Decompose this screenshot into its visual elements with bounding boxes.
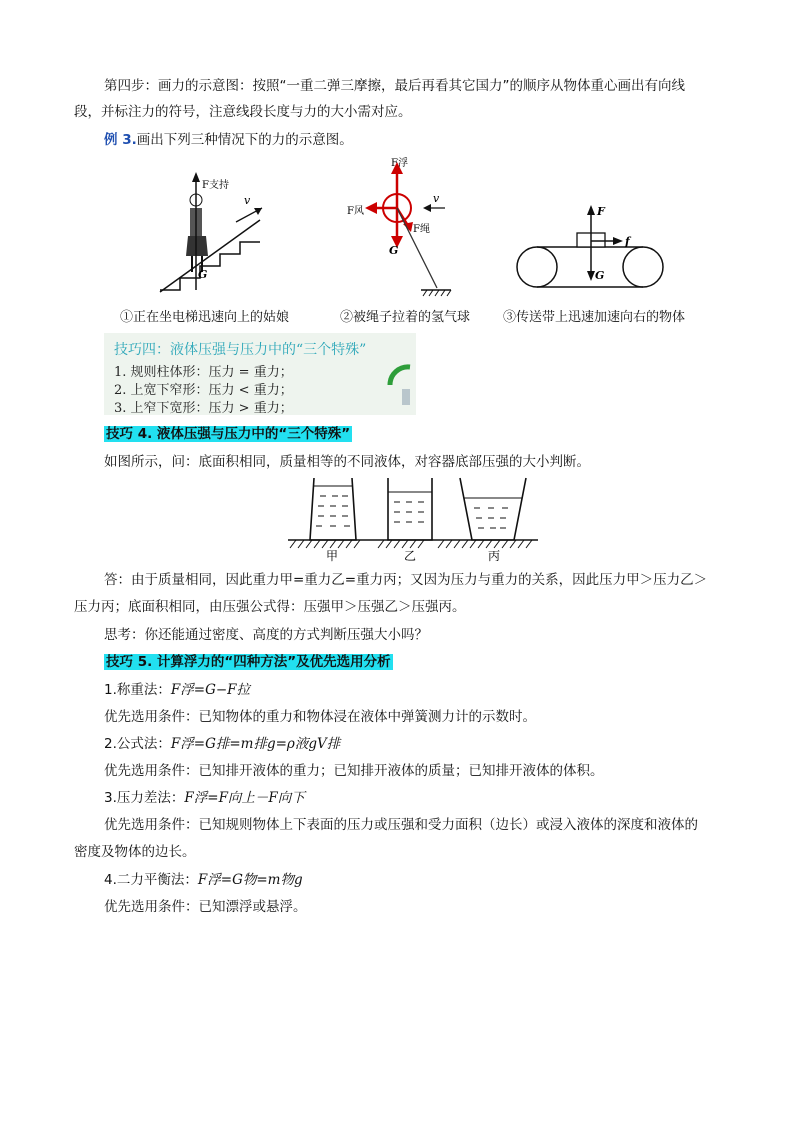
fig2-f-rope: F绳 [413, 224, 430, 235]
fig1-v-label: v [244, 194, 251, 207]
tip4-answer-2: 压力丙；底面积相同，由压强公式得：压强甲＞压强乙＞压强丙。 [74, 599, 466, 615]
method2-condition: 优先选用条件：已知排开液体的重力；已知排开液体的质量；已知排开液体的体积。 [104, 763, 604, 779]
container-label-bing: 丙 [488, 549, 501, 563]
fig2-f-wind: F风 [347, 206, 364, 217]
tip4-heading: 技巧 4. 液体压强与压力中的“三个特殊” [106, 426, 351, 442]
method2-formula: F浮=G排=m排g=ρ液gV排 [170, 736, 341, 752]
method3-condition-1: 优先选用条件：已知规则物体上下表面的压力或压强和受力面积（边长）或浸入液体的深度和液体的 [104, 817, 698, 833]
method4-line [104, 870, 303, 890]
figure-containers [288, 476, 538, 564]
method3-condition-2: 密度及物体的边长。 [74, 844, 196, 860]
tip5-heading-line [104, 652, 393, 672]
fig1-g-label: G [198, 268, 208, 281]
method3-formula: F浮=F向上－F向下 [184, 790, 305, 806]
note-item-3: 3. 上窄下宽形：压力 > 重力； [114, 401, 293, 416]
note-title: 技巧四：液体压强与压力中的“三个特殊” [114, 342, 367, 358]
method4-label: 4.二力平衡法： [104, 872, 198, 888]
fig1-f-label: F支持 [202, 180, 229, 191]
note-decoration-icon [384, 359, 412, 409]
tip4-answer-1: 答：由于质量相同，因此重力甲=重力乙=重力丙；又因为压力与重力的关系，因此压力甲＞压力乙＞ [104, 572, 708, 588]
note-item-1: 1. 规则柱体形：压力 = 重力； [114, 365, 293, 380]
fig3-f-label: F [597, 205, 605, 218]
method1-condition: 优先选用条件：已知物体的重力和物体浸在液体中弹簧测力计的示数时。 [104, 709, 536, 725]
example3-line [104, 130, 353, 150]
method1-formula: F浮=G−F拉 [170, 682, 251, 698]
method2-line [104, 734, 340, 754]
example3-label: 例 3. [104, 132, 137, 148]
method2-label: 2.公式法： [104, 736, 171, 752]
tip5-heading: 技巧 5. 计算浮力的“四种方法”及优先选用分析 [106, 654, 391, 670]
figure-balloon [345, 150, 465, 300]
tip4-think: 思考：你还能通过密度、高度的方式判断压强大小吗？ [104, 627, 428, 643]
method1-line [104, 680, 250, 700]
figure-conveyor [515, 195, 665, 295]
method3-line [104, 788, 305, 808]
method4-formula: F浮=G物=m物g [197, 872, 303, 888]
example3-text: 画出下列三种情况下的力的示意图。 [136, 132, 353, 148]
fig2-g-label: G [389, 244, 399, 257]
fig3-caption: ③传送带上迅速加速向右的物体 [503, 310, 686, 325]
fig3-friction-label: f [625, 235, 630, 248]
container-label-yi: 乙 [404, 549, 417, 563]
method3-label: 3.压力差法： [104, 790, 185, 806]
method1-label: 1.称重法： [104, 682, 171, 698]
step4-line-2: 段，并标注力的符号，注意线段长度与力的大小需对应。 [74, 104, 412, 120]
fig3-g-label: G [595, 269, 605, 282]
fig2-caption: ②被绳子拉着的氢气球 [340, 310, 471, 325]
container-label-jia: 甲 [326, 549, 339, 563]
fig2-f-up: F浮 [391, 158, 408, 169]
tip4-question: 如图所示，问：底面积相同，质量相等的不同液体，对容器底部压强的大小判断。 [104, 454, 590, 470]
tip4-heading-line [104, 424, 352, 444]
fig1-caption: ①正在坐电梯迅速向上的姑娘 [120, 310, 290, 325]
figure-escalator [150, 160, 280, 300]
tip4-note-image [104, 333, 416, 415]
step4-line-1: 第四步：画力的示意图：按照“一重二弹三摩擦，最后再看其它国力”的顺序从物体重心画出有向线 [104, 78, 685, 94]
fig2-v-label: v [433, 192, 440, 205]
note-item-2: 2. 上宽下窄形：压力 < 重力； [114, 383, 293, 398]
method4-condition: 优先选用条件：已知漂浮或悬浮。 [104, 899, 307, 915]
